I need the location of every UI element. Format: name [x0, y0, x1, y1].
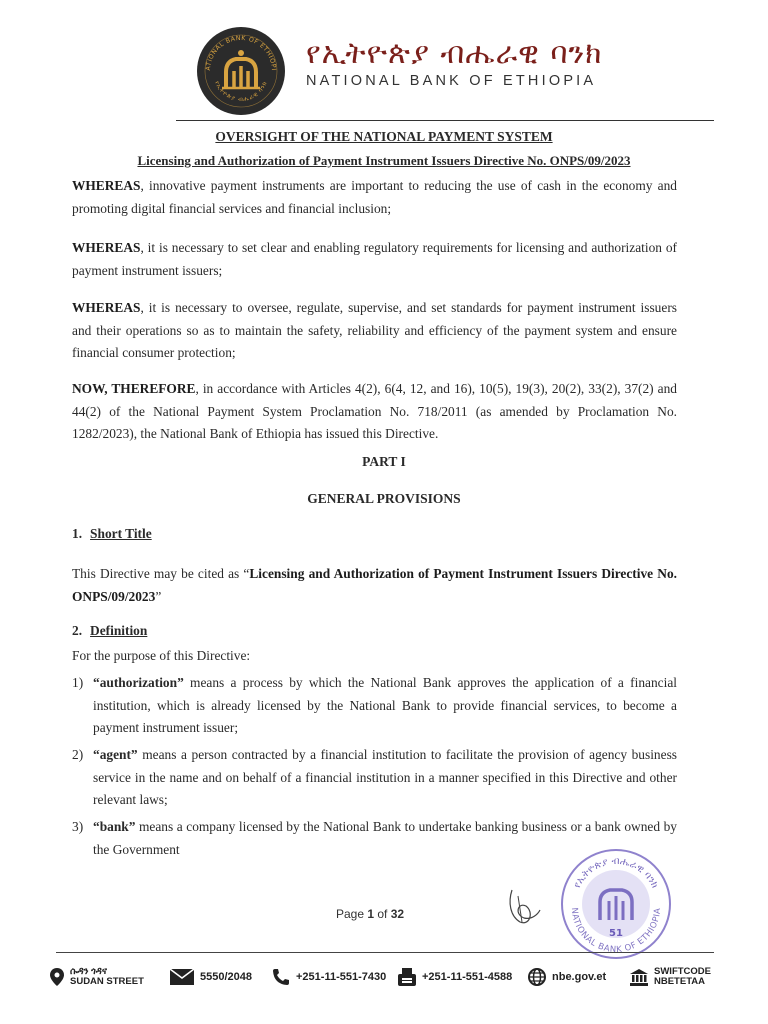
page-label: Page	[336, 907, 368, 921]
mail-envelope-icon	[170, 969, 194, 985]
whereas-text: , innovative payment instruments are important to reducing the use of cash in the economy and promoting digital financial services and financial inclusion;	[72, 178, 677, 216]
svg-text:የኢትዮጵያ ብሔራዊ ባንክ: የኢትዮጵያ ብሔራዊ ባንክ	[213, 80, 269, 104]
footer-address	[50, 962, 144, 992]
svg-text:የኢትዮጵያ ብሔራዊ ባንክ: የኢትዮጵያ ብሔራዊ ባንክ	[571, 855, 661, 890]
definition-text: means a process by which the National Bank approves the application of a financial institution, which is already licensed by the National Bank to provide financial services, to become a payment instrument issuer;	[93, 675, 677, 735]
section-number: 1.	[72, 526, 83, 541]
whereas-paragraph-3	[72, 297, 677, 365]
address-amharic: ሱዳን ጎዳና	[70, 966, 107, 977]
footer-po-box	[170, 962, 252, 992]
svg-text:51: 51	[609, 928, 623, 939]
globe-icon	[528, 968, 546, 986]
section-2-heading	[72, 623, 147, 639]
fax-icon	[398, 968, 416, 986]
footer-contact-bar	[50, 962, 730, 992]
definition-term: “authorization”	[93, 675, 184, 690]
document-subheading: Licensing and Authorization of Payment Instrument Issuers Directive No. ONPS/09/2023	[137, 153, 631, 168]
signature	[500, 882, 550, 932]
footer-swift	[630, 962, 711, 992]
definition-term: “bank”	[93, 819, 136, 834]
definition-term: “agent”	[93, 747, 138, 762]
definition-intro: For the purpose of this Directive:	[72, 648, 251, 663]
whereas-paragraph-2	[72, 237, 677, 282]
footer-divider	[56, 952, 714, 953]
nbe-logo	[196, 26, 286, 116]
bank-name-english: NATIONAL BANK OF ETHIOPIA	[306, 73, 597, 89]
svg-text:NATIONAL BANK OF ETHIOPIA: NATIONAL BANK OF ETHIOPIA	[568, 907, 664, 956]
whereas-label: WHEREAS	[72, 178, 141, 193]
footer-fax	[398, 962, 512, 992]
short-title-paragraph	[72, 563, 677, 608]
definition-item	[72, 672, 677, 740]
swift-code: NBETETAA	[654, 976, 706, 987]
official-stamp	[558, 846, 674, 962]
po-box-number: 5550/2048	[200, 971, 252, 983]
page-of: of	[374, 907, 391, 921]
swift-label: SWIFTCODE	[654, 966, 711, 977]
directive-name: Licensing and Authorization of Payment Instrument Issuers Directive No. ONPS/09/2023	[72, 566, 677, 604]
section-title: Definition	[90, 623, 148, 638]
fax-number: +251-11-551-4588	[422, 971, 513, 983]
header-divider	[176, 120, 714, 121]
page-number	[336, 907, 404, 921]
definition-number: 3)	[72, 819, 84, 834]
phone-icon	[272, 968, 290, 986]
now-therefore-text: , in accordance with Articles 4(2), 6(4, 12, and 16), 10(5), 19(3), 20(2), 33(2), 37(2) and 44(2) of the National Payment System Proclamation No. 718/2011 (as amended by Proclamation No. 1282/2023), the National Bank of Ethiopia has issued this Directive.	[72, 381, 677, 441]
footer-website	[528, 962, 606, 992]
location-pin-icon	[50, 968, 64, 986]
address-english: SUDAN STREET	[70, 976, 144, 987]
page-total: 32	[390, 907, 405, 921]
definition-text: means a person contracted by a financial institution to facilitate the provision of agency business service in the name and on behalf of a financial institution in a manner specified in this Directive and other relevant laws;	[93, 747, 677, 807]
whereas-label: WHEREAS	[72, 300, 141, 315]
whereas-text: , it is necessary to oversee, regulate, supervise, and set standards for payment instrument issuers and their operations so as to maintain the safety, reliability and efficiency of the payment system and ensure financial consumer protection;	[72, 300, 677, 360]
bank-building-icon	[630, 968, 648, 986]
section-number: 2.	[72, 623, 83, 638]
phone-number: +251-11-551-7430	[296, 971, 387, 983]
definition-item	[72, 744, 677, 812]
short-title-suffix: ”	[155, 588, 162, 604]
whereas-label: WHEREAS	[72, 240, 141, 255]
svg-text:NATIONAL BANK OF ETHIOPIA: ATIONAL BANK OF ETHIOPI	[204, 34, 278, 72]
definition-text: means a company licensed by the National Bank to undertake banking business or a bank owned by the Government	[93, 819, 677, 857]
part-label: PART I	[362, 454, 406, 469]
now-therefore-paragraph	[72, 378, 677, 446]
whereas-text: , it is necessary to set clear and enabling regulatory requirements for licensing and authorization of payment instrument issuers;	[72, 240, 677, 278]
website-url: nbe.gov.et	[552, 971, 607, 983]
section-1-heading	[72, 526, 152, 542]
document-heading: OVERSIGHT OF THE NATIONAL PAYMENT SYSTEM	[215, 129, 553, 144]
definition-number: 1)	[72, 675, 84, 690]
part-title: GENERAL PROVISIONS	[307, 491, 461, 506]
definition-number: 2)	[72, 747, 84, 762]
footer-phone	[272, 962, 386, 992]
section-title: Short Title	[90, 526, 152, 541]
bank-name-amharic: የኢትዮጵያ ብሔራዊ ባንክ	[306, 36, 603, 71]
now-therefore-label: NOW, THEREFORE	[72, 381, 196, 396]
page-current: 1	[367, 907, 375, 921]
short-title-prefix: This Directive may be cited as “	[72, 566, 250, 581]
whereas-paragraph-1	[72, 175, 677, 220]
